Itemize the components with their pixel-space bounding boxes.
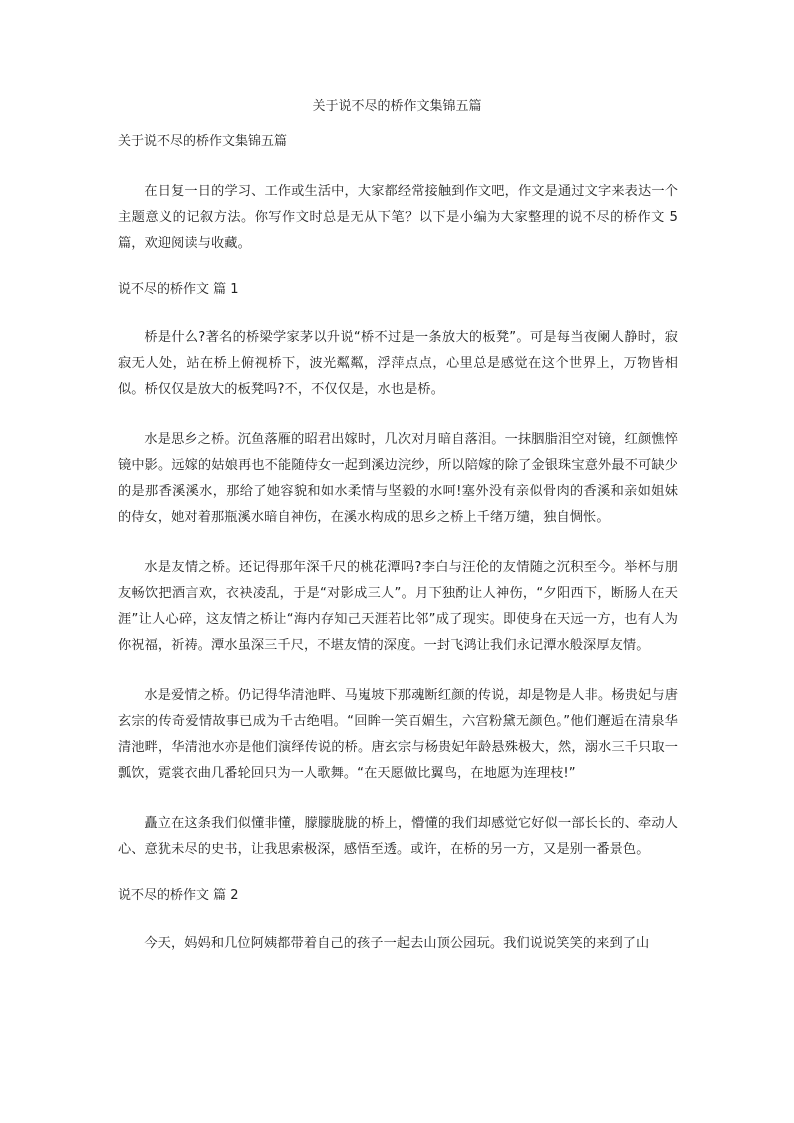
section-1-paragraph-3: 水是友情之桥。还记得那年深千尺的桃花潭吗?李白与汪伦的友情随之沉积至今。举杯与朋友畅饮把酒言欢，衣袂凌乱，于是“对影成三人”。月下独酌让人神伤，“夕阳西下，断肠人在天涯”让人心碎，这友情之桥让“海内存知己天涯若比邻”成了现实。即使身在天远一方，也有人为你祝福，祈祷。潭水虽深三千尺，不堪友情的深度。一封飞鸿让我们永记潭水般深厚友情。 [118, 560, 678, 653]
intro-paragraph: 在日复一日的学习、工作或生活中，大家都经常接触到作文吧，作文是通过文字来表达一个主题意义的记叙方法。你写作文时总是无从下笔？以下是小编为大家整理的说不尽的桥作文 5 篇，欢迎阅读与收藏。 [118, 184, 678, 251]
document-subtitle: 关于说不尽的桥作文集锦五篇 [118, 134, 288, 149]
section-heading-2: 说不尽的桥作文 篇 2 [118, 888, 239, 903]
section-1-paragraph-5: 矗立在这条我们似懂非懂，朦朦胧胧的桥上，懵懂的我们却感觉它好似一部长长的、牵动人心、意犹未尽的史书，让我思索极深，感悟至透。或许，在桥的另一方，又是别一番景色。 [118, 816, 678, 857]
document-body [118, 133, 678, 981]
document-title: 关于说不尽的桥作文集锦五篇 [312, 99, 482, 114]
section-heading-1: 说不尽的桥作文 篇 1 [118, 282, 239, 297]
section-1-paragraph-4: 水是爱情之桥。仍记得华清池畔、马嵬坡下那魂断红颜的传说，却是物是人非。杨贵妃与唐玄宗的传奇爱情故事已成为千古绝唱。“回眸一笑百媚生，六宫粉黛无颜色。”他们邂逅在清泉华清池畔，华清池水亦是他们演绎传说的桥。唐玄宗与杨贵妃年龄悬殊极大，然，溺水三千只取一瓢饮，霓裳衣曲几番轮回只为一人歌舞。“在天愿做比翼鸟，在地愿为连理枝!” [118, 688, 678, 781]
section-1-paragraph-1: 桥是什么?著名的桥梁学家茅以升说“桥不过是一条放大的板凳”。可是每当夜阑人静时，寂寂无人处，站在桥上俯视桥下，波光粼粼，浮萍点点，心里总是感觉在这个世界上，万物皆相似。桥仅仅是放大的板凳吗?不，不仅仅是，水也是桥。 [118, 330, 678, 397]
section-2-paragraph-1: 今天，妈妈和几位阿姨都带着自己的孩子一起去山顶公园玩。我们说说笑笑的来到了山 [144, 936, 650, 951]
section-1-paragraph-2: 水是思乡之桥。沉鱼落雁的昭君出嫁时，几次对月暗自落泪。一抹胭脂泪空对镜，红颜憔悴镜中影。远嫁的姑娘再也不能随侍女一起到溪边浣纱，所以陪嫁的除了金银珠宝意外最不可缺少的是那香溪溪水，那给了她容貌和如水柔情与坚毅的水呵!塞外没有亲似骨肉的香溪和亲如姐妹的侍女，她对着那瓶溪水暗自神伤，在溪水构成的思乡之桥上千绪万缱，独自惆怅。 [118, 432, 678, 525]
